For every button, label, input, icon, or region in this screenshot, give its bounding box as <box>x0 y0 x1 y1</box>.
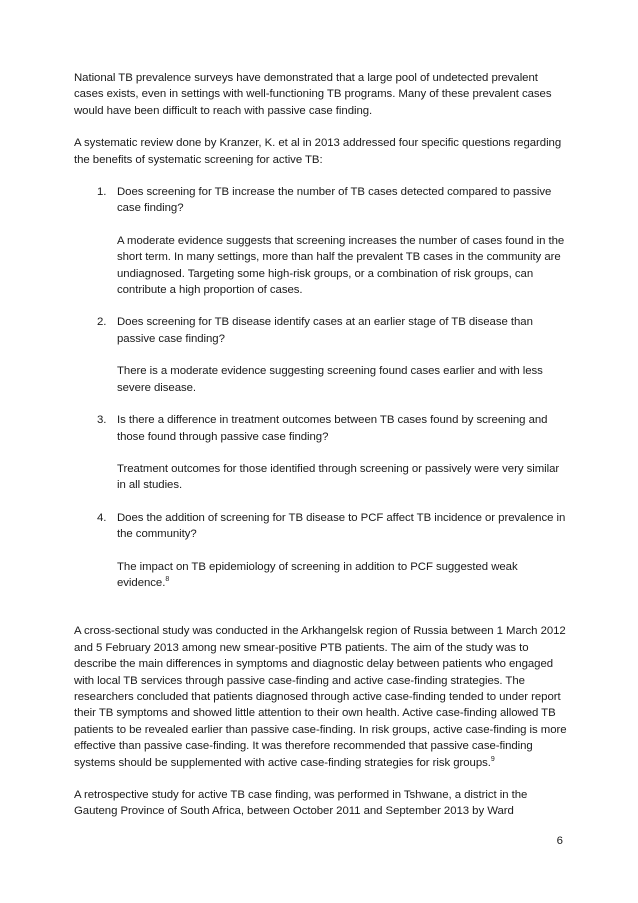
list-item-number: 1. <box>97 186 107 199</box>
review-questions-list <box>74 184 568 591</box>
question-text: Does the addition of screening for TB disease to PCF affect TB incidence or prevalence in the community? <box>117 511 566 541</box>
list-item-number: 2. <box>97 316 107 329</box>
answer-body: The impact on TB epidemiology of screening in addition to PCF suggested weak evidence. <box>117 560 518 589</box>
question-text: Is there a difference in treatment outcomes between TB cases found by screening and those found through passive case finding? <box>117 414 548 443</box>
paragraph-systematic-review: A systematic review done by Kranzer, K. et al in 2013 addressed four specific questions regarding the benefits of systematic screening for active TB: <box>74 137 562 166</box>
list-item-number: 4. <box>97 511 107 524</box>
paragraph-text: A cross-sectional study was conducted in the Arkhangelsk region of Russia between 1 March 2012 and 5 February 2013 among new smear-positive PTB patients. The aim of the study was to describe the main differences in symptoms and diagnostic delay between patients who engaged with local TB services through passive case-finding and active case-finding strategies. The researchers concluded that patients diagnosed through active case-finding tended to under report their TB symptoms and showed little attention to their own health. Active case-finding allowed TB patients to be revealed earlier than passive case-finding. In risk groups, active case-finding is more effective than passive case-finding. It was therefore recommended that passive case-finding systems should be supplemented with active case-finding strategies for risk groups. <box>74 625 567 769</box>
list-item <box>74 184 568 298</box>
answer-text <box>117 363 568 396</box>
answer-text <box>117 559 568 592</box>
footnote-reference: 9 <box>490 755 495 763</box>
paragraph-tshwane-study: A retrospective study for active TB case finding, was performed in Tshwane, a district in the Gauteng Province of South Africa, between October 2011 and September 2013 by Ward <box>74 789 528 818</box>
answer-body: A moderate evidence suggests that screening increases the number of cases found in the short term. In many settings, more than half the prevalent TB cases in the community are undiagnosed. Targeting some high-risk groups, or a combination of risk groups, can contribute a high proportion of cases. <box>117 234 565 297</box>
answer-text <box>117 461 568 494</box>
question-text: Does screening for TB disease identify cases at an earlier stage of TB disease than passive case finding? <box>117 316 533 345</box>
answer-text <box>117 233 568 299</box>
list-item-number: 3. <box>97 414 107 427</box>
list-item <box>74 412 568 494</box>
footnote-reference: 8 <box>165 575 170 583</box>
answer-body: Treatment outcomes for those identified through screening or passively were very similar in all studies. <box>117 462 560 492</box>
question-text: Does screening for TB increase the number of TB cases detected compared to passive case finding? <box>117 186 552 215</box>
list-item <box>74 510 568 592</box>
page-body <box>74 70 568 836</box>
paragraph-prevalence-surveys: National TB prevalence surveys have demonstrated that a large pool of undetected prevalent cases exists, even in settings with well-functioning TB programs. Many of these prevalent cases would have been difficult to reach with passive case finding. <box>74 72 552 117</box>
page-number: 6 <box>556 835 563 847</box>
list-item <box>74 314 568 396</box>
answer-body: There is a moderate evidence suggesting screening found cases earlier and with less severe disease. <box>117 365 543 394</box>
paragraph-arkhangelsk-study <box>74 623 568 771</box>
